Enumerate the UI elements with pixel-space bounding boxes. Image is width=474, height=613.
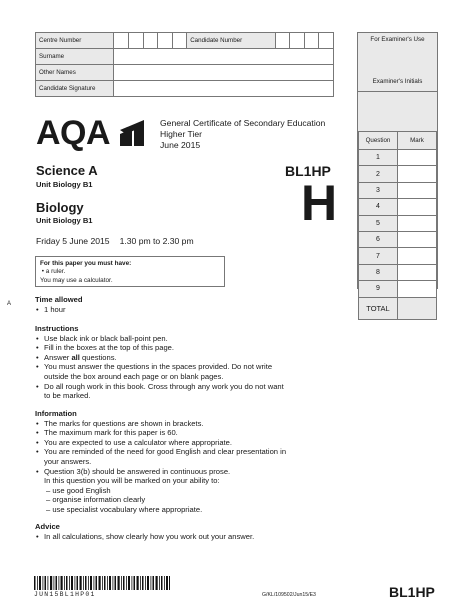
advice-item: • In all calculations, show clearly how you work out your answer. [35,532,335,542]
unit-title-a: Unit Biology B1 [36,180,93,189]
logo-text: AQA [36,114,111,152]
time-allowed-value: • 1 hour [35,305,335,315]
document-reference: G/KL/109502/Jun15/E3 [262,592,316,598]
candidate-number-label: Candidate Number [187,33,276,49]
information-heading: Information [35,409,77,418]
mark-cell[interactable] [398,166,437,182]
time-allowed-heading: Time allowed [35,295,83,304]
centre-number-box[interactable] [143,33,158,49]
barcode-text: JUN15BL1HP01 [34,591,96,598]
candidate-details-table [35,32,334,97]
other-names-label: Other Names [36,65,114,81]
instruction-text: outside the box around each page or on blank pages. [44,371,224,381]
aqa-logo [36,116,110,150]
instruction-text: Do all rough work in this book. Cross through any work you do not want [44,381,284,391]
materials-box [35,256,225,287]
candidate-number-box[interactable] [290,33,305,49]
paper-code: BL1HP [285,163,331,179]
question-number: 3 [359,182,398,198]
information-item [35,467,335,486]
instruction-item: • Fill in the boxes at the top of this page. [35,343,335,353]
information-section [35,409,335,515]
total-cell[interactable] [398,297,437,319]
mark-cell[interactable] [398,248,437,264]
mark-cell[interactable] [398,182,437,198]
question-number: 5 [359,215,398,231]
exam-time: 1.30 pm to 2.30 pm [119,236,194,246]
question-header: Question [359,132,398,150]
information-text: You are reminded of the need for good English and clear presentation in [44,447,287,457]
examiner-panel [357,32,438,313]
mark-cell[interactable] [398,150,437,166]
instruction-text: Answer [44,352,70,362]
exam-date-line [36,236,194,246]
mark-cell[interactable] [398,199,437,215]
surname-field[interactable] [114,49,334,65]
mark-cell[interactable] [398,264,437,280]
information-subpoint: – use specialist vocabulary where appropriate. [46,504,203,514]
qualification-title: General Certificate of Secondary Education [160,118,326,128]
centre-number-box[interactable] [114,33,129,49]
information-text: Question 3(b) should be answered in continuous prose. [44,466,231,476]
question-number: 9 [359,281,398,297]
information-item: • You are expected to use a calculator where appropriate. [35,438,335,448]
exam-series: June 2015 [160,140,201,150]
candidate-number-box[interactable] [304,33,319,49]
tier-label: Higher Tier [160,129,203,139]
information-text: your answers. [44,456,92,466]
centre-number-box[interactable] [172,33,187,49]
examiner-use-label: For Examiner's Use [370,36,425,43]
mark-cell[interactable] [398,281,437,297]
information-item: • The marks for questions are shown in brackets. [35,419,335,429]
instruction-text: You must answer the questions in the spaces provided. Do not write [44,362,273,372]
mark-cell[interactable] [398,231,437,247]
question-number: 2 [359,166,398,182]
advice-heading: Advice [35,522,60,531]
margin-letter: A [7,301,12,307]
information-subpoint: – use good English [46,485,111,495]
examiner-initials-label: Examiner's Initials [372,78,423,85]
instruction-item [35,353,335,363]
information-item: • The maximum mark for this paper is 60. [35,428,335,438]
surname-label: Surname [36,49,114,65]
instruction-item: • Use black ink or black ball-point pen. [35,334,335,344]
materials-item: • a ruler. [40,268,66,276]
materials-note: You may use a calculator. [40,276,113,284]
instruction-text: questions. [82,352,117,362]
tier-letter: H [301,175,338,231]
exam-date: Friday 5 June 2015 [36,236,110,246]
information-item [35,447,335,466]
footer-paper-code: BL1HP [389,584,435,600]
unit-title-b: Unit Biology B1 [36,216,93,225]
subject-title-b: Biology [36,200,84,215]
mark-header: Mark [398,132,437,150]
subject-title-a: Science A [36,163,98,178]
candidate-number-box[interactable] [319,33,334,49]
materials-heading: For this paper you must have: [40,260,132,267]
candidate-number-box[interactable] [275,33,290,49]
logo-mark-icon [118,118,148,148]
time-allowed-section [35,295,335,314]
materials-item-text: a ruler. [45,268,66,276]
advice-section [35,522,335,541]
signature-field[interactable] [114,81,334,97]
instructions-section [35,324,335,401]
total-label: TOTAL [359,297,398,319]
marks-grid [358,131,437,320]
question-number: 8 [359,264,398,280]
signature-label: Candidate Signature [36,81,114,97]
question-number: 6 [359,231,398,247]
question-number: 1 [359,150,398,166]
qualification-block [160,118,325,151]
instruction-item [35,382,335,401]
other-names-field[interactable] [114,65,334,81]
centre-number-box[interactable] [128,33,143,49]
question-number: 4 [359,199,398,215]
mark-cell[interactable] [398,215,437,231]
instruction-text: to be marked. [44,391,91,401]
instruction-emphasis: all [71,352,80,362]
information-subpoint: – organise information clearly [46,495,146,505]
centre-number-box[interactable] [158,33,173,49]
information-text: In this question you will be marked on your ability to: [44,476,220,486]
instructions-heading: Instructions [35,324,79,333]
examiner-divider [358,91,437,92]
centre-number-label: Centre Number [36,33,114,49]
barcode-icon [34,576,170,590]
question-number: 7 [359,248,398,264]
instruction-item [35,362,335,381]
